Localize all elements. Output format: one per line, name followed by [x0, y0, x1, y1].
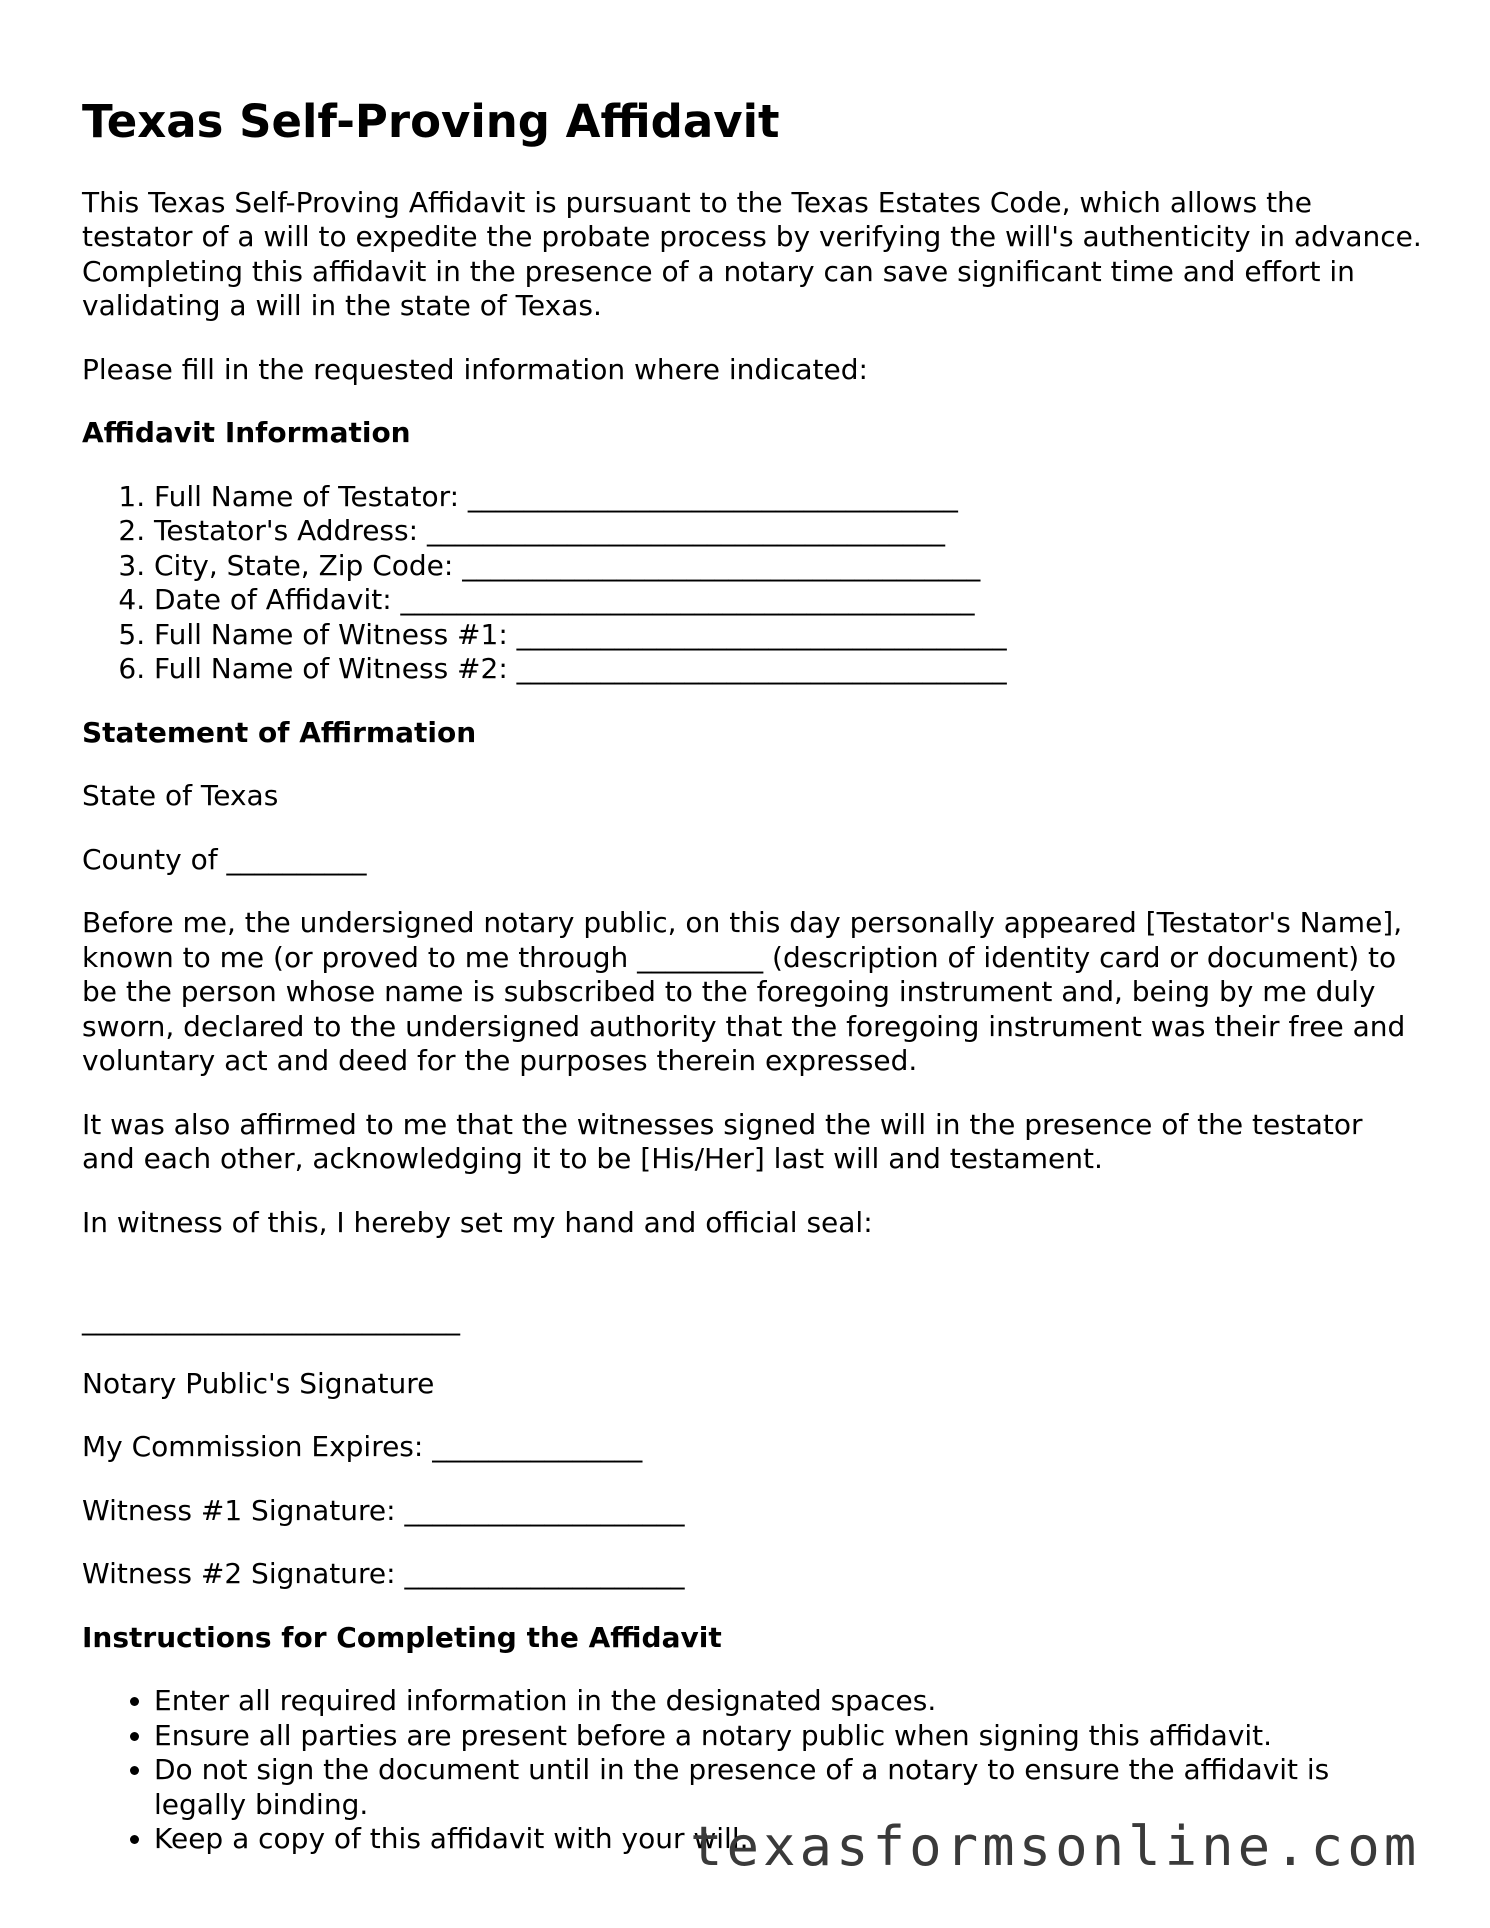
testator-name-field: 1. Full Name of Testator: ___________________________________ [154, 480, 1422, 515]
document-page [82, 96, 1422, 1886]
state-line: State of Texas [82, 779, 279, 813]
affirmation-paragraph-1: Before me, the undersigned notary public, on this day personally appeared [Testator's Name], known to me (or proved to me through _________ (description of identity card or document) to be the person whose name is subscribed to the foregoing instrument and, being by me duly sworn, declared to the undersigned authority that the foregoing instrument was their free and voluntary act and deed for the purposes therein expressed. [82, 906, 1406, 1078]
document-title: Texas Self-Proving Affidavit [82, 95, 780, 148]
testator-address-field: 2. Testator's Address: _____________________________________ [154, 514, 1422, 549]
witness-2-signature-line: Witness #2 Signature: ____________________ [82, 1557, 685, 1591]
witness-1-signature-line: Witness #1 Signature: ____________________ [82, 1493, 685, 1527]
notary-signature-label: Notary Public's Signature [82, 1366, 435, 1400]
site-watermark: texasformsonline.com [690, 1815, 1421, 1878]
intro-paragraph: This Texas Self-Proving Affidavit is pursuant to the Texas Estates Code, which allows the testator of a will to expedite the probate process by verifying the will's authenticity in advance. Completing this affidavit in the presence of a notary can save significant time and effort in validating a will in the state of Texas. [82, 185, 1422, 323]
commission-expires-line: My Commission Expires: _______________ [82, 1430, 643, 1464]
affidavit-info-heading: Affidavit Information [82, 416, 411, 450]
affirmation-paragraph-3: In witness of this, I hereby set my hand and official seal: [82, 1205, 873, 1239]
city-state-zip-field: 3. City, State, Zip Code: _____________________________________ [154, 549, 1422, 584]
affirmation-heading: Statement of Affirmation [82, 715, 477, 749]
instruction-item: • Ensure all parties are present before a notary public when signing this affidavit. [154, 1719, 1422, 1754]
instruction-item: • Keep a copy of this affidavit with your will. [154, 1822, 1422, 1857]
instruction-item: • Enter all required information in the designated spaces. [154, 1684, 1422, 1719]
instruction-item: • Do not sign the document until in the presence of a notary to ensure the affidavit is legally binding. [154, 1753, 1422, 1822]
fill-prompt: Please fill in the requested information where indicated: [82, 352, 868, 386]
notary-signature-line: ___________________________ [82, 1303, 460, 1337]
county-line: County of __________ [82, 842, 367, 876]
affidavit-info-list [82, 480, 1422, 687]
witness-2-name-field: 6. Full Name of Witness #2: ___________________________________ [154, 652, 1422, 687]
witness-1-name-field: 5. Full Name of Witness #1: ___________________________________ [154, 618, 1422, 653]
affirmation-paragraph-2: It was also affirmed to me that the witnesses signed the will in the presence of the testator and each other, acknowledging it to be [His/Her] last will and testament. [82, 1107, 1363, 1176]
affidavit-date-field: 4. Date of Affidavit: _________________________________________ [154, 583, 1422, 618]
instructions-heading: Instructions for Completing the Affidavit [82, 1620, 722, 1654]
